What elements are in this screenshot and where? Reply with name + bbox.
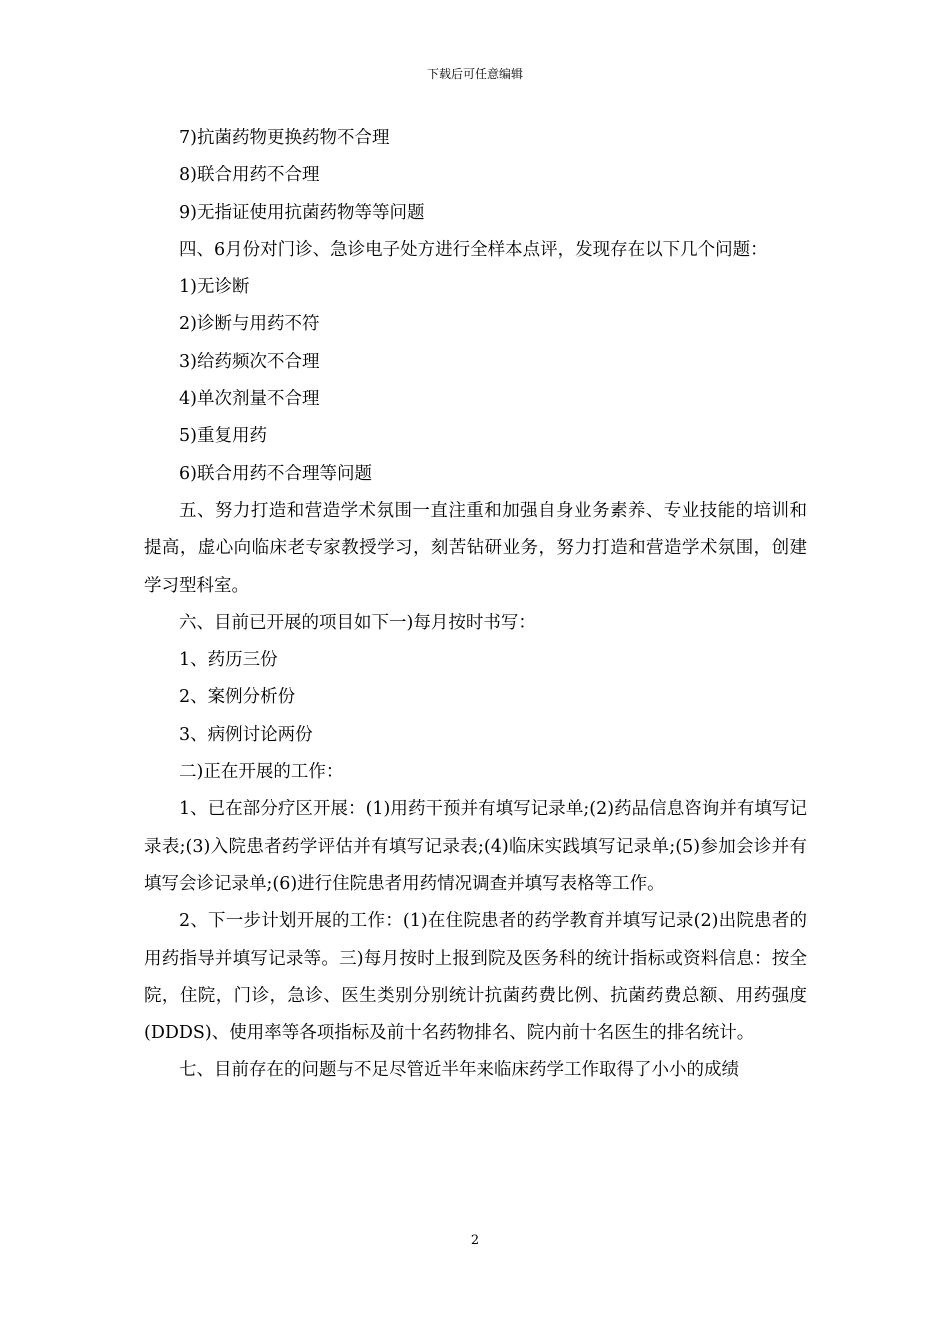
paragraph-item-8: 8)联合用药不合理	[179, 165, 320, 186]
paragraph-issue-3: 3)给药频次不合理	[179, 351, 320, 372]
paragraph-issue-4: 4)单次剂量不合理	[179, 389, 320, 410]
paragraph-section-7: 七、目前存在的问题与不足尽管近半年来临床药学工作取得了小小的成绩	[179, 1060, 739, 1081]
paragraph-issue-2: 2)诊断与用药不符	[179, 314, 320, 335]
page-header: 下载后可任意编辑	[426, 67, 523, 81]
paragraph-subsection-2: 二)正在开展的工作：	[179, 762, 344, 783]
paragraph-section-5: 五、努力打造和营造学术氛围一直注重和加强自身业务素养、专业技能的培训和提高，虚心向临床老专家教授学习，刻苦钻研业务，努力打造和营造学术氛围，创建学习型科室。	[144, 500, 807, 596]
paragraph-issue-1: 1)无诊断	[179, 277, 250, 298]
document-body	[144, 120, 807, 1090]
paragraph-ongoing-work: 1、已在部分疗区开展：(1)用药干预并有填写记录单;(2)药品信息咨询并有填写记录表;(3)入院患者药学评估并有填写记录表;(4)临床实践填写记录单;(5)参加会诊并有填写会诊记录单;(6)进行住院患者用药情况调查并填写表格等工作。	[144, 799, 807, 894]
paragraph-issue-6: 6)联合用药不合理等问题	[179, 463, 372, 484]
paragraph-item-7: 7)抗菌药物更换药物不合理	[179, 128, 390, 148]
paragraph-project-1: 1、药历三份	[179, 650, 278, 671]
paragraph-section-6: 六、目前已开展的项目如下一)每月按时书写：	[179, 612, 536, 633]
paragraph-section-4: 四、6月份对门诊、急诊电子处方进行全样本点评，发现存在以下几个问题：	[179, 239, 768, 260]
page-number: 2	[470, 1233, 480, 1248]
paragraph-project-2: 2、案例分析份	[179, 687, 296, 708]
paragraph-issue-5: 5)重复用药	[179, 426, 267, 447]
paragraph-planned-work: 2、下一步计划开展的工作：(1)在住院患者的药学教育并填写记录(2)出院患者的用药指导并填写记录等。三)每月按时上报到院及医务科的统计指标或资料信息：按全院，住院，门诊，急诊、医生类别分别统计抗菌药费比例、抗菌药费总额、用药强度(DDDS)、使用率等各项指标及前十名药物排名、院内前十名医生的排名统计。	[144, 911, 807, 1044]
paragraph-project-3: 3、病例讨论两份	[179, 724, 313, 745]
paragraph-item-9: 9)无指证使用抗菌药物等等问题	[179, 202, 425, 223]
